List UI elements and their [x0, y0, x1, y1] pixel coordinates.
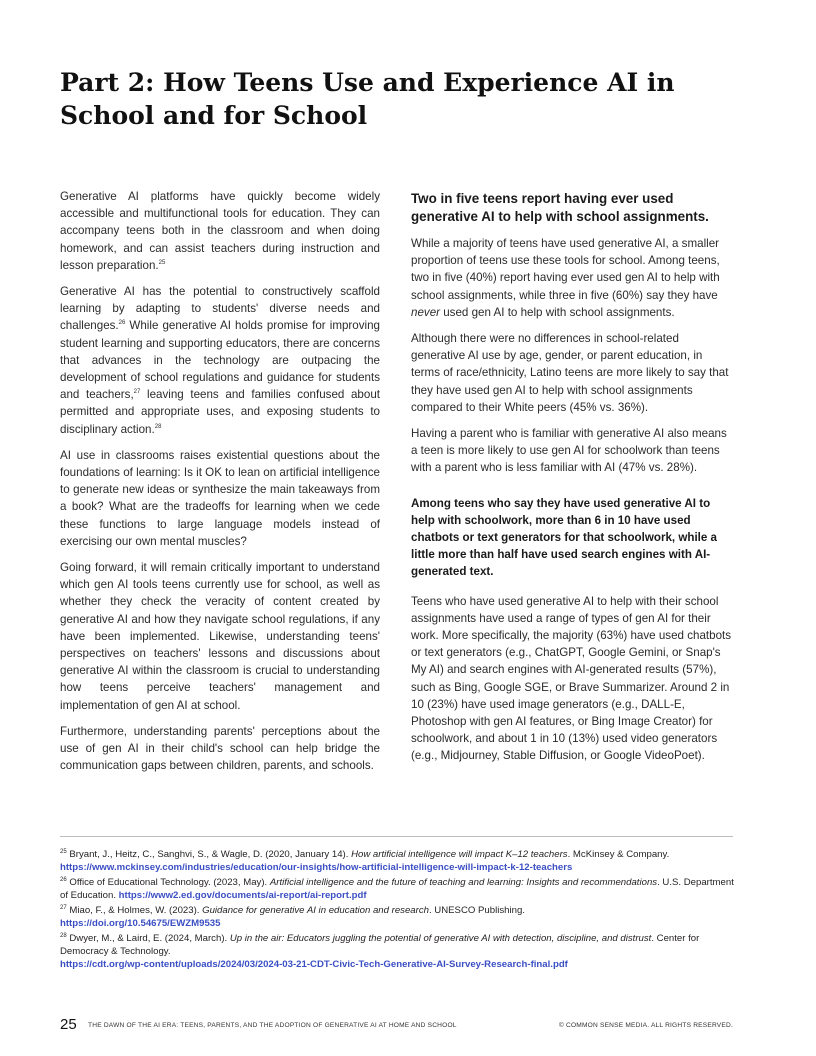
paragraph: Having a parent who is familiar with generative AI also means a teen is more likely to use gen AI for schoolwork than teens with a parent who is less familiar with AI (47% vs. 28%). [411, 427, 727, 475]
paragraph: Although there were no differences in school-related generative AI use by age, gender, or parent education, in terms of race/ethnicity, Latino teens are more likely to say that they have used gen AI to help with school assignments compared to their White peers (45% vs. 36%). [411, 332, 729, 414]
paragraph: While a majority of teens have used generative AI, a smaller proportion of teens use these tools for school. Among teens, two in five (40%) report having ever used gen AI to help with school assignments, while three in five (60%) say they have never used gen AI to help with school assignments. [411, 237, 720, 319]
page-title: Part 2: How Teens Use and Experience AI in School and for School [60, 68, 675, 130]
paragraph: Generative AI platforms have quickly become widely accessible and multifunctional tools for education. They can accompany teens both in the classroom and when doing homework, and can assist teachers during instruction and lesson preparation.$^{25}$ [60, 190, 380, 272]
paragraph: AI use in classrooms raises existential questions about the foundations of learning: Is it OK to lean on artificial intelligence to generate new ideas or synthesize the main takeaways from a book? What are the tradeoffs for learning when we cede these functions to large language models instead of exercising our own mental muscles? [60, 448, 380, 548]
report-title: THE DAWN OF THE AI ERA: TEENS, PARENTS, AND THE ADOPTION OF GENERATIVE AI AT HOME AND SCHOOL [88, 1022, 457, 1029]
footnote-divider [60, 836, 733, 837]
section-subheading: Two in five teens report having ever used generative AI to help with school assignments. [411, 191, 709, 224]
footnote: $^{27}$ Miao, F., & Holmes, W. (2023). Guidance for generative AI in education and research. UNESCO Publishing. https://doi.org/10.54675/EWZM9535 [60, 904, 525, 929]
copyright: © COMMON SENSE MEDIA. ALL RIGHTS RESERVED. [558, 1022, 733, 1029]
paragraph: Teens who have used generative AI to help with their school assignments have used a range of types of gen AI for their work. More specifically, the majority (63%) have used chatbots or text generators (e.g., ChatGPT, Google Gemini, or Snap's My AI) and search engines with AI-generated results (57%), such as Bing, Google SGE, or Brave Summarizer. Around 2 in 10 (23%) have used image generators (e.g., DALL-E, Photoshop with gen AI features, or Bing Image Creator) for schoolwork, and about 1 in 10 (13%) used video generators (e.g., Midjourney, Stable Diffusion, or Google VideoPoet). [411, 594, 732, 763]
paragraph: Generative AI has the potential to constructively scaffold learning by adapting to students' diverse needs and challenges.$^{26}$ While generative AI holds promise for improving student learning and supporting educators, there are concerns that advances in the technology are outpacing the development of school regulations and guidance for students and teachers,$^{27}$ leaving teens and families confused about permitted and appropriate uses, and exposing students to disciplinary action.$^{28}$ [60, 285, 380, 436]
footnote-ref[interactable]: 27 [133, 389, 141, 396]
footnote: $^{25}$ Bryant, J., Heitz, C., Sanghvi, S., & Wagle, D. (2020, January 14). How artificial intelligence will impact K–12 teachers. McKinsey & Company. https://www.mckinsey.com/industries/education/our-insights/how-artificial-intelligence-will-impact-k-12-teachers [60, 848, 670, 873]
footnote-link[interactable]: https://www2.ed.gov/documents/ai-report/ai-report.pdf [118, 890, 367, 901]
key-finding: Among teens who say they have used generative AI to help with schoolwork, more than 6 in 10 have used chatbots or text generators for that schoolwork, while a little more than half have used search engines with AI-generated text. [411, 496, 718, 579]
page-number: 25 [60, 1016, 77, 1033]
footnotes [60, 848, 735, 973]
footnote: $^{26}$ Office of Educational Technology. (2023, May). Artificial intelligence and the future of teaching and learning: Insights and recommendations. U.S. Department of Education. https://www2.ed.gov/documents/ai-report/ai-report.pdf [60, 876, 734, 901]
footnote-link[interactable]: https://www.mckinsey.com/industries/education/our-insights/how-artificial-intelligence-will-impact-k-12-teachers [60, 862, 573, 873]
left-column [60, 188, 380, 784]
footnote-link[interactable]: https://doi.org/10.54675/EWZM9535 [60, 918, 221, 929]
right-column [411, 188, 732, 774]
footnote-ref[interactable]: 28 [154, 423, 162, 430]
page-footer [60, 1016, 733, 1036]
paragraph: Going forward, it will remain critically important to understand which gen AI tools teens currently use for school, as well as whether they check the veracity of content created by generative AI and how they navigate school regulations, if any have been implemented. Likewise, understanding teens' perspectives on teachers' lessons and discussions about generative AI within the classroom is crucial to understanding how teens perceive teachers' management and implementation of gen AI at school. [60, 561, 380, 712]
footnote-ref[interactable]: 26 [118, 320, 126, 327]
footnote-link[interactable]: https://cdt.org/wp-content/uploads/2024/03/2024-03-21-CDT-Civic-Tech-Generative-AI-Survey-Research-final.pdf [60, 959, 568, 970]
footnote: $^{28}$ Dwyer, M., & Laird, E. (2024, March). Up in the air: Educators juggling the potential of generative AI with detection, discipline, and distrust. Center for Democracy & Technology. https://cdt.org/wp-content/uploads/2024/03/2024-03-21-CDT-Civic-Tech-Generative-AI-Survey-Research-final.pdf [60, 932, 700, 970]
footnote-ref[interactable]: 25 [158, 259, 166, 266]
paragraph: Furthermore, understanding parents' perceptions about the use of gen AI in their child's school can help bridge the communication gaps between children, parents, and schools. [60, 724, 380, 773]
